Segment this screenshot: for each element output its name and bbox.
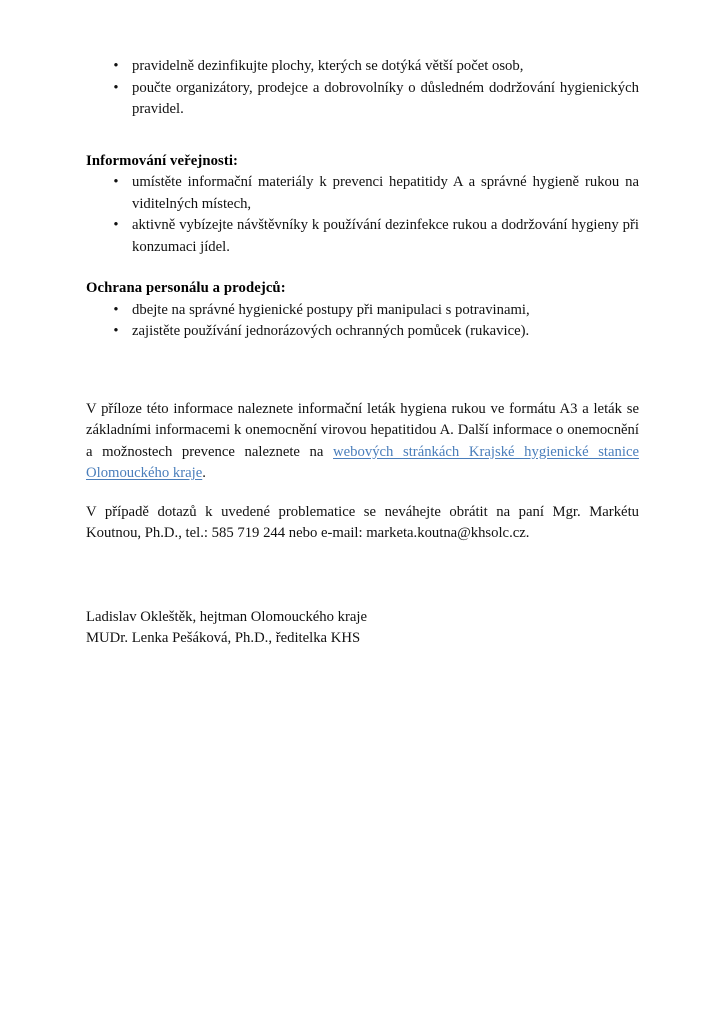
attachment-paragraph-text-after-link: . [202,465,206,481]
list-item-text: umístěte informační materiály k prevenci hepatitidy A a správné hygieně rukou na viditelných místech, [132,174,639,212]
staff-protection-bullet-list [86,300,639,343]
spacer [86,545,639,607]
list-item [86,215,639,258]
section-heading-public-information: Informování veřejnosti: [86,152,239,169]
bullet-icon: • [113,323,119,339]
khs-olomouc-website-link[interactable]: webových stránkách Krajské hygienické stanice Olomouckého kraje [86,443,639,481]
intro-bullet-list [86,56,639,121]
list-item [86,172,639,215]
public-information-bullet-list [86,172,639,258]
section-heading-staff-protection: Ochrana personálu a prodejců: [86,280,286,296]
list-item [86,300,639,322]
list-item-text: dbejte na správné hygienické postupy při manipulaci s potravinami, [132,301,530,318]
contact-paragraph: V případě dotazů k uvedené problematice se neváhejte obrátit na paní Mgr. Markétu Koutnou, Ph.D., tel.: 585 719 244 nebo e-mail: marketa.koutna@khsolc.cz. [86,503,639,541]
attachment-paragraph [86,399,639,485]
list-item-text: zajistěte používání jednorázových ochranných pomůcek (rukavice). [132,323,530,339]
signature-line-hejtman: Ladislav Okleštěk, hejtman Olomouckého kraje [86,608,368,625]
bullet-icon: • [113,58,119,74]
list-item-text: pravidelně dezinfikujte plochy, kterých se dotýká větší počet osob, [132,58,524,74]
signature-line-reditelka: MUDr. Lenka Pešáková, Ph.D., ředitelka KHS [86,630,361,646]
spacer [86,258,639,278]
bullet-icon: • [113,217,119,233]
spacer [86,121,639,151]
list-item [86,56,639,78]
bullet-icon: • [113,79,119,96]
document-content [86,56,639,650]
list-item [86,321,639,343]
list-item [86,78,639,121]
bullet-icon: • [113,174,119,190]
list-item-text: aktivně vybízejte návštěvníky k používání dezinfekce rukou a dodržování hygieny při konzumaci jídel. [132,217,639,255]
bullet-icon: • [113,301,119,318]
list-item-text: poučte organizátory, prodejce a dobrovolníky o důsledném dodržování hygienických pravidel. [132,79,639,117]
spacer [86,485,639,502]
attachment-paragraph-text-before-link: V příloze této informace naleznete informační leták hygiena rukou ve formátu A3 a leták se základními informacemi k onemocnění virovou hepatitidou A. Další informace o onemocnění a možnostech prevence naleznete na [86,400,639,460]
spacer [86,343,639,399]
